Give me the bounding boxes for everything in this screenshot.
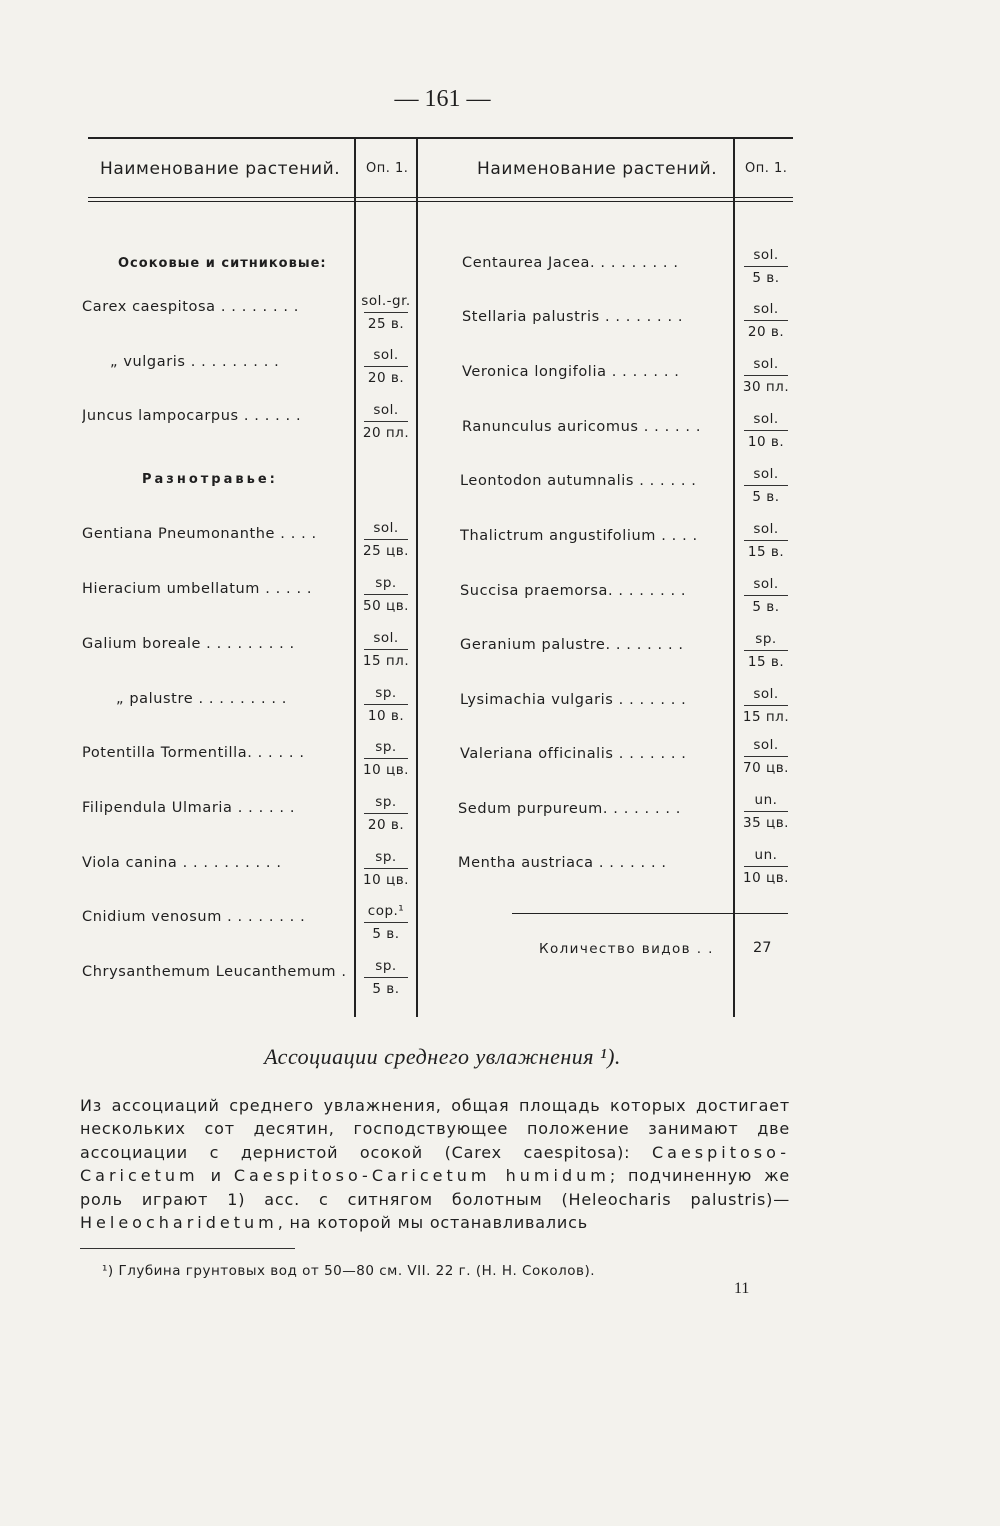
species-name: Cnidium venosum . . . . . . . . (82, 909, 306, 925)
sheet-number: 11 (734, 1280, 750, 1297)
abundance-cell: un. 35 цв. (743, 792, 789, 831)
abundance-cell: sol. 20 в. (740, 299, 792, 342)
species-name: Ranunculus auricomus . . . . . . (462, 419, 702, 435)
abundance-cell: sol. 70 цв. (743, 737, 789, 776)
section-forbs: Разнотравье: (142, 472, 278, 487)
abundance-cell: sol. 20 пл. (362, 402, 410, 441)
left-name-header: Наименование растений. (100, 159, 341, 179)
section-heading: Ассоциации среднего увлажнения ¹). (264, 1044, 621, 1069)
right-op-header: Оп. 1. (745, 161, 788, 176)
species-name: Chrysanthemum Leucanthemum . (82, 964, 347, 980)
species-name: Carex caespitosa . . . . . . . . (82, 299, 300, 315)
abundance-cell: sol. 25 цв. (363, 520, 409, 559)
species-name: Galium boreale . . . . . . . . . (82, 636, 295, 652)
species-name: Thalictrum angustifolium . . . . (460, 528, 698, 544)
abundance-cell: sol. 15 в. (740, 519, 792, 562)
species-name: Valeriana officinalis . . . . . . . (460, 746, 687, 762)
abundance-cell: un. 10 цв. (743, 847, 789, 886)
species-table (82, 137, 797, 1017)
species-name: Lysimachia vulgaris . . . . . . . (460, 692, 687, 708)
abundance-cell: sol. 5 в. (740, 464, 792, 507)
abundance-cell: sol. 5 в. (740, 574, 792, 617)
species-name: Veronica longifolia . . . . . . . (462, 364, 680, 380)
abundance-cell: sp. 20 в. (360, 792, 412, 835)
species-name: Juncus lampocarpus . . . . . . (82, 408, 302, 424)
header-rule-1 (88, 197, 793, 198)
species-name: Gentiana Pneumonanthe . . . . (82, 526, 317, 542)
abundance-cell: sol. 15 пл. (362, 630, 410, 669)
species-name: „ palustre . . . . . . . . . (116, 691, 287, 707)
abundance-cell: sol.-gr. 25 в. (361, 293, 411, 332)
species-name: Mentha austriaca . . . . . . . (458, 855, 667, 871)
table-top-rule (88, 137, 793, 139)
species-count-label: Количество видов . . (539, 941, 714, 957)
vline-3 (733, 137, 735, 1017)
abundance-cell: sp. 5 в. (360, 956, 412, 999)
abundance-cell: sol. 10 в. (740, 409, 792, 452)
species-name: Succisa praemorsa. . . . . . . . (460, 583, 687, 599)
abundance-cell: sp. 10 цв. (363, 849, 409, 888)
species-name: Filipendula Ulmaria . . . . . . (82, 800, 296, 816)
footnote-rule (80, 1248, 295, 1249)
abundance-cell: sol. 30 пл. (742, 356, 790, 395)
abundance-cell: sol. 15 пл. (742, 686, 790, 725)
count-rule (512, 913, 788, 914)
footnote: ¹) Глубина грунтовых вод от 50—80 см. VII. 22 г. (Н. Н. Соколов). (102, 1263, 596, 1279)
species-name: Potentilla Tormentilla. . . . . . (82, 745, 305, 761)
header-rule-2 (88, 201, 793, 202)
abundance-cell: sol. 5 в. (740, 245, 792, 288)
species-name: Sedum purpureum. . . . . . . . (458, 801, 682, 817)
vline-1 (354, 137, 356, 1017)
species-name: Viola canina . . . . . . . . . . (82, 855, 282, 871)
species-name: Centaurea Jacea. . . . . . . . . (462, 255, 679, 271)
abundance-cell: cop.¹ 5 в. (360, 901, 412, 944)
section-sedges-rushes: Осоковые и ситниковые: (118, 256, 327, 271)
abundance-cell: sp. 15 в. (740, 629, 792, 672)
species-name: Stellaria palustris . . . . . . . . (462, 309, 684, 325)
abundance-cell: sp. 10 цв. (363, 739, 409, 778)
species-name: Hieracium umbellatum . . . . . (82, 581, 313, 597)
species-count-value: 27 (753, 940, 772, 956)
body-paragraph: Из ассоциаций среднего увлажнения, общая площадь которых достигает нескольких сот десятин, господствующее положение занимают две ассоциации с дернистой осокой (Carex caespitosa): Caespitoso-Caricetum и Caespitoso-Caricetum humidum; подчиненную же роль играют 1) асс. с ситнягом болотным (Heleocharis palustris)—Heleocharidetum, на которой мы останавливались (80, 1096, 791, 1233)
left-op-header: Оп. 1. (366, 161, 409, 176)
vline-2 (416, 137, 418, 1017)
abundance-cell: sp. 50 цв. (363, 575, 409, 614)
abundance-cell: sol. 20 в. (360, 345, 412, 388)
species-name: Leontodon autumnalis . . . . . . (460, 473, 697, 489)
page-number: — 161 — (394, 86, 491, 112)
right-name-header: Наименование растений. (477, 159, 718, 179)
species-name: Geranium palustre. . . . . . . . (460, 637, 684, 653)
species-name: „ vulgaris . . . . . . . . . (110, 354, 280, 370)
abundance-cell: sp. 10 в. (360, 683, 412, 726)
